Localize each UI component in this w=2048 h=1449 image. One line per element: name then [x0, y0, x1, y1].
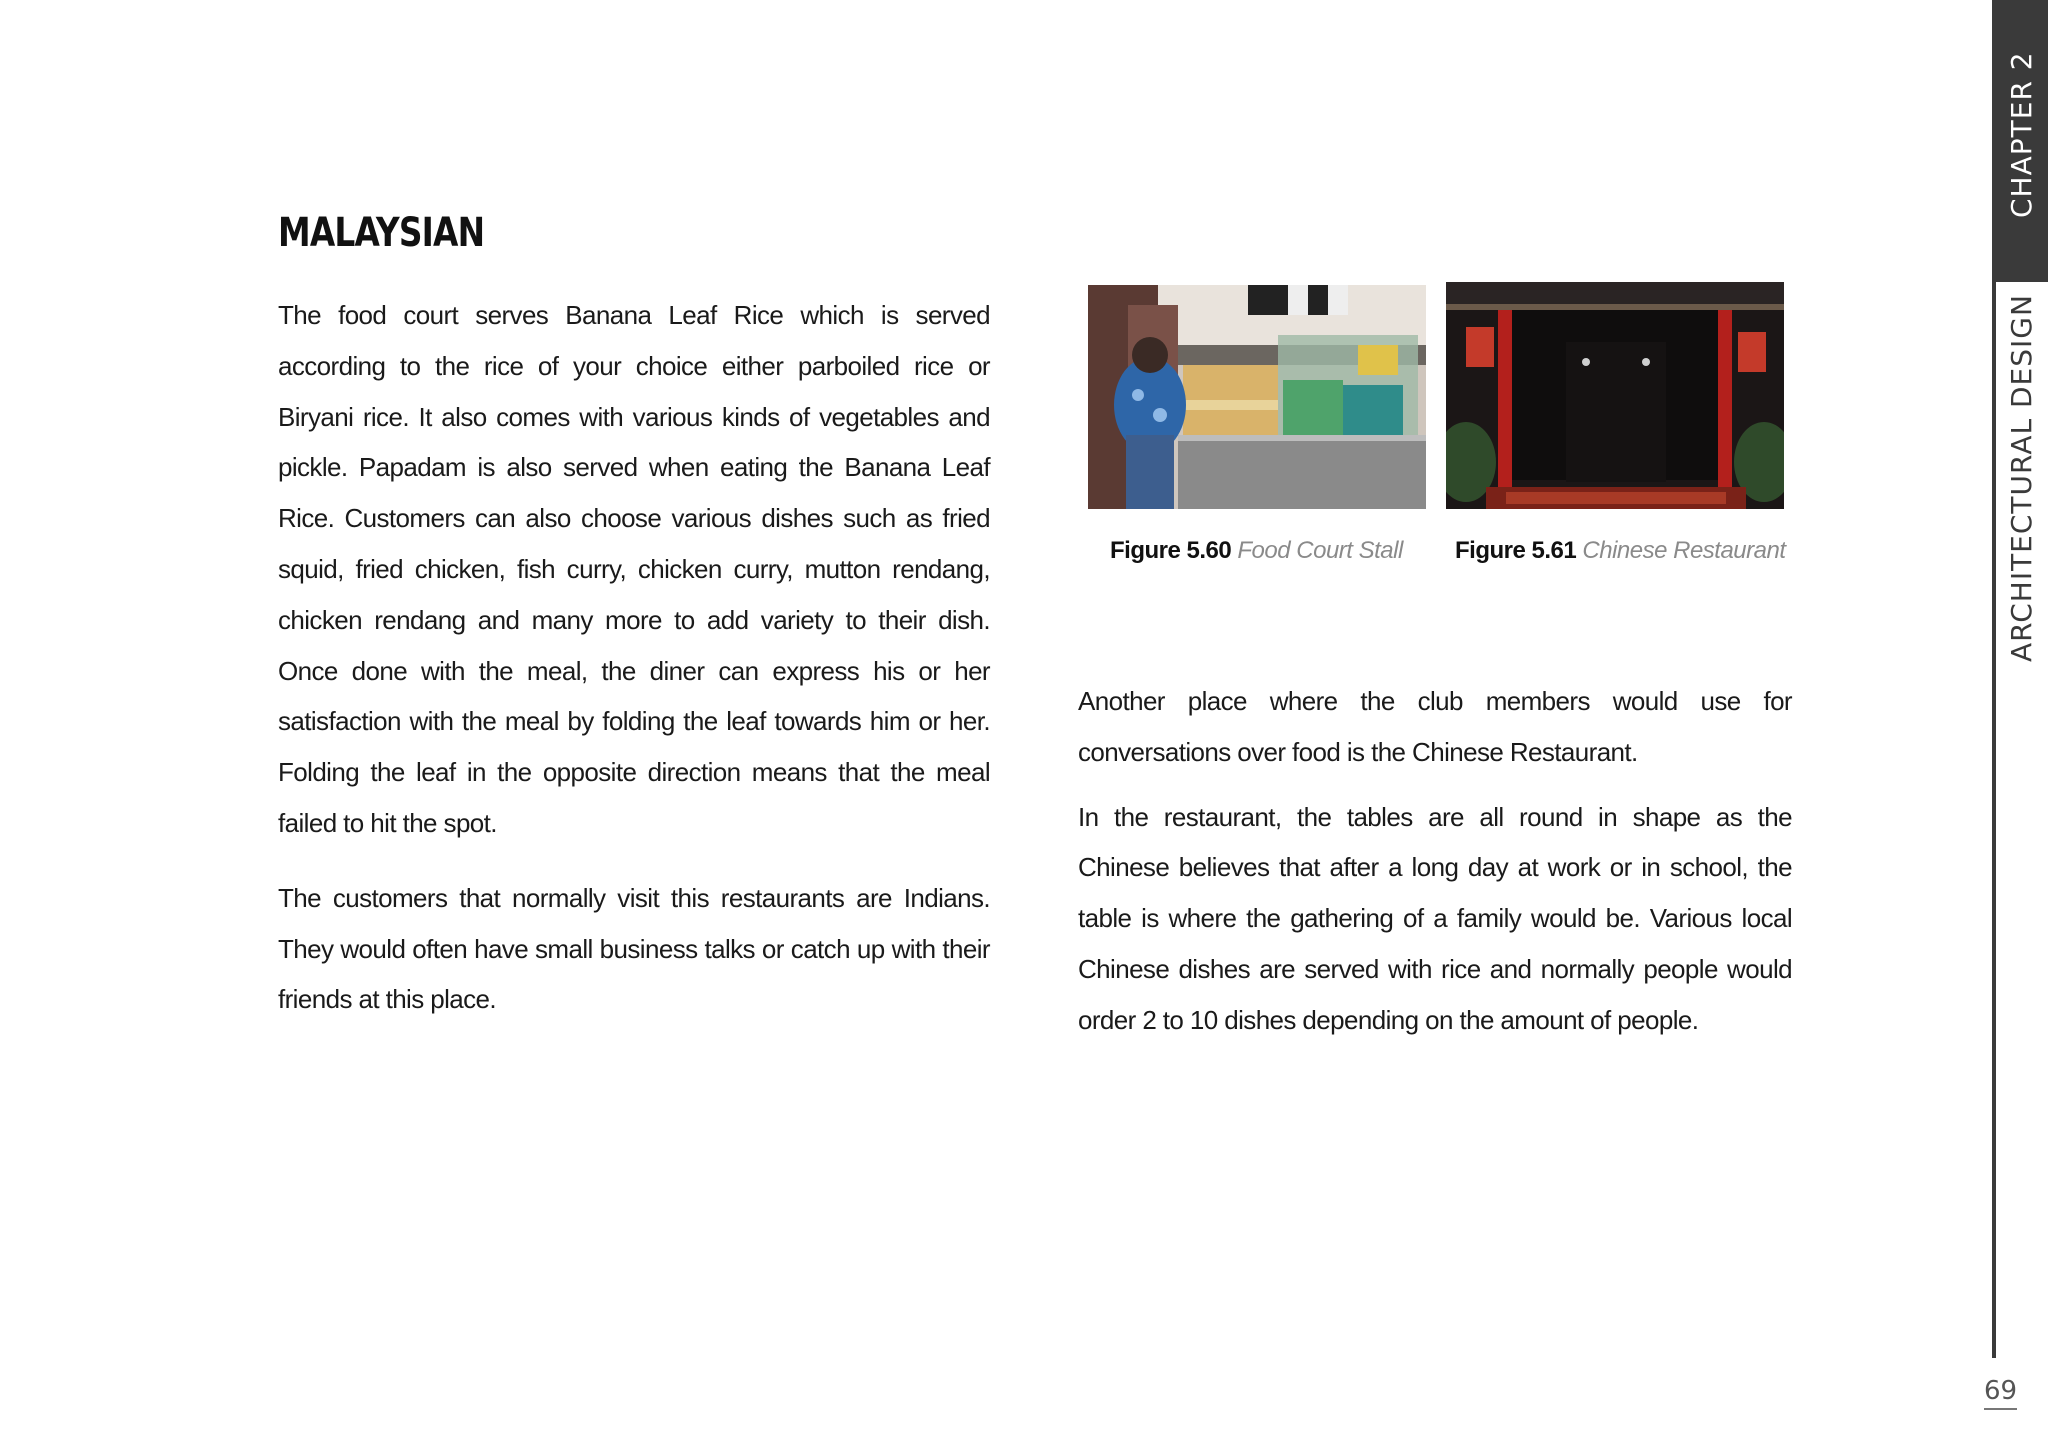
- chinese-restaurant-photo: [1446, 282, 1784, 509]
- paragraph: Another place where the club members would use for conversations over food is the Chinese Restaurant.: [1078, 686, 1792, 767]
- figure-number: Figure 5.60: [1110, 537, 1232, 564]
- paragraph: In the restaurant, the tables are all round in shape as the Chinese believes that after a long day at work or in school, the table is where the gathering of a family would be. Various local Chinese dishes are served with rice and normally people would order 2 to 10 dishes depending on the amount of people.: [1078, 801, 1792, 1035]
- section-heading: MALAYSIAN: [278, 210, 485, 256]
- paragraph: The food court serves Banana Leaf Rice which is served according to the rice of your choice either parboiled rice or Biryani rice. It also comes with various kinds of vegetables and pickle. Papadam is also served when eating the Banana Leaf Rice. Customers can also choose various dishes such as fried squid, fried chicken, fish curry, chicken curry, mutton rendang, chicken rendang and many more to add variety to their dish. Once done with the meal, the diner can express his or her satisfaction with the meal by folding the leaf towards him or her. Folding the leaf in the opposite direction means that the meal failed to hit the spot.: [278, 300, 990, 838]
- section-label: ARCHITECTURAL DESIGN: [2005, 294, 2038, 662]
- paragraph: The customers that normally visit this restaurants are Indians. They would often have small business talks or catch up with their friends at this place.: [278, 882, 990, 1015]
- food-court-stall-photo: [1088, 285, 1426, 509]
- side-divider: [1992, 282, 1996, 1358]
- figure-caption: [1110, 537, 1403, 565]
- figure-caption: [1455, 537, 1786, 565]
- left-column: [278, 290, 990, 1049]
- chapter-label: CHAPTER 2: [2005, 51, 2038, 218]
- figure-title: Chinese Restaurant: [1582, 537, 1786, 564]
- page-number: 69: [1984, 1376, 2017, 1410]
- figure-number: Figure 5.61: [1455, 537, 1577, 564]
- figure-title: Food Court Stall: [1237, 537, 1403, 564]
- right-column: [1078, 676, 1792, 1060]
